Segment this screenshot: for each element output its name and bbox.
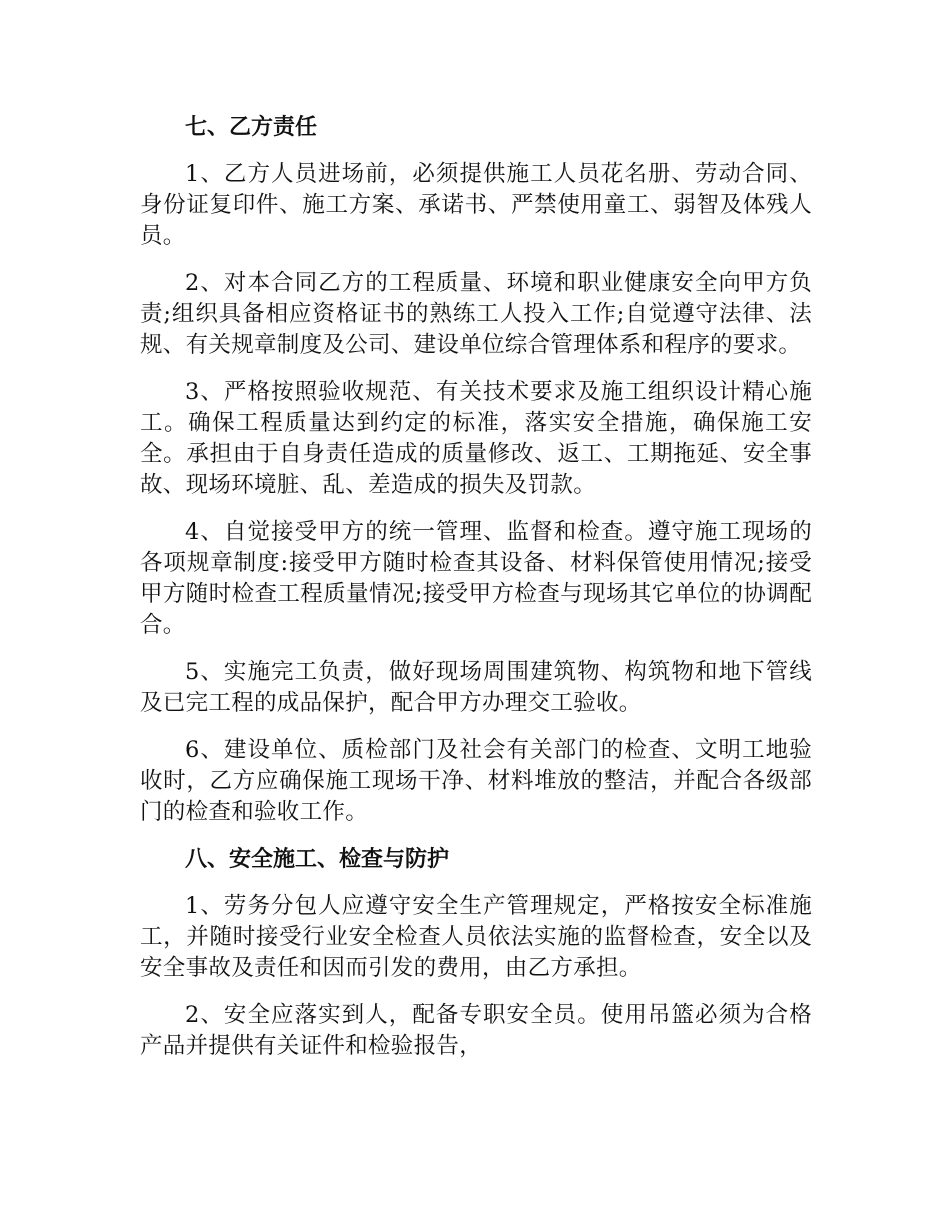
section-7-paragraph-4: 4、自觉接受甲方的统一管理、监督和检查。遵守施工现场的各项规章制度:接受甲方随时检查其设备、材料保管使用情况;接受甲方随时检查工程质量情况;接受甲方检查与现场其它单位的协调配合。 (140, 519, 812, 638)
section-8-paragraph-2: 2、安全应落实到人，配备专职安全员。使用吊篮必须为合格产品并提供有关证件和检验报告， (140, 1002, 812, 1059)
section-8-paragraph-1: 1、劳务分包人应遵守安全生产管理规定，严格按安全标准施工，并随时接受行业安全检查人员依法实施的监督检查，安全以及安全事故及责任和因而引发的费用，由乙方承担。 (140, 893, 812, 981)
section-heading-7: 七、乙方责任 (185, 115, 318, 140)
section-7-paragraph-1: 1、乙方人员进场前，必须提供施工人员花名册、劳动合同、身份证复印件、施工方案、承诺书、严禁使用童工、弱智及体残人员。 (140, 161, 812, 249)
section-heading-8: 八、安全施工、检查与防护 (185, 847, 450, 872)
document-page (140, 112, 812, 1078)
section-7-paragraph-3: 3、严格按照验收规范、有关技术要求及施工组织设计精心施工。确保工程质量达到约定的标准，落实安全措施，确保施工安全。承担由于自身责任造成的质量修改、返工、工期拖延、安全事故、现场环境脏、乱、差造成的损失及罚款。 (140, 379, 812, 498)
section-7-paragraph-5: 5、实施完工负责，做好现场周围建筑物、构筑物和地下管线及已完工程的成品保护，配合甲方办理交工验收。 (140, 659, 812, 716)
section-7-paragraph-2: 2、对本合同乙方的工程质量、环境和职业健康安全向甲方负责;组织具备相应资格证书的熟练工人投入工作;自觉遵守法律、法规、有关规章制度及公司、建设单位综合管理体系和程序的要求。 (140, 270, 812, 358)
section-7-paragraph-6: 6、建设单位、质检部门及社会有关部门的检查、文明工地验收时，乙方应确保施工现场干净、材料堆放的整洁，并配合各级部门的检查和验收工作。 (140, 737, 812, 825)
